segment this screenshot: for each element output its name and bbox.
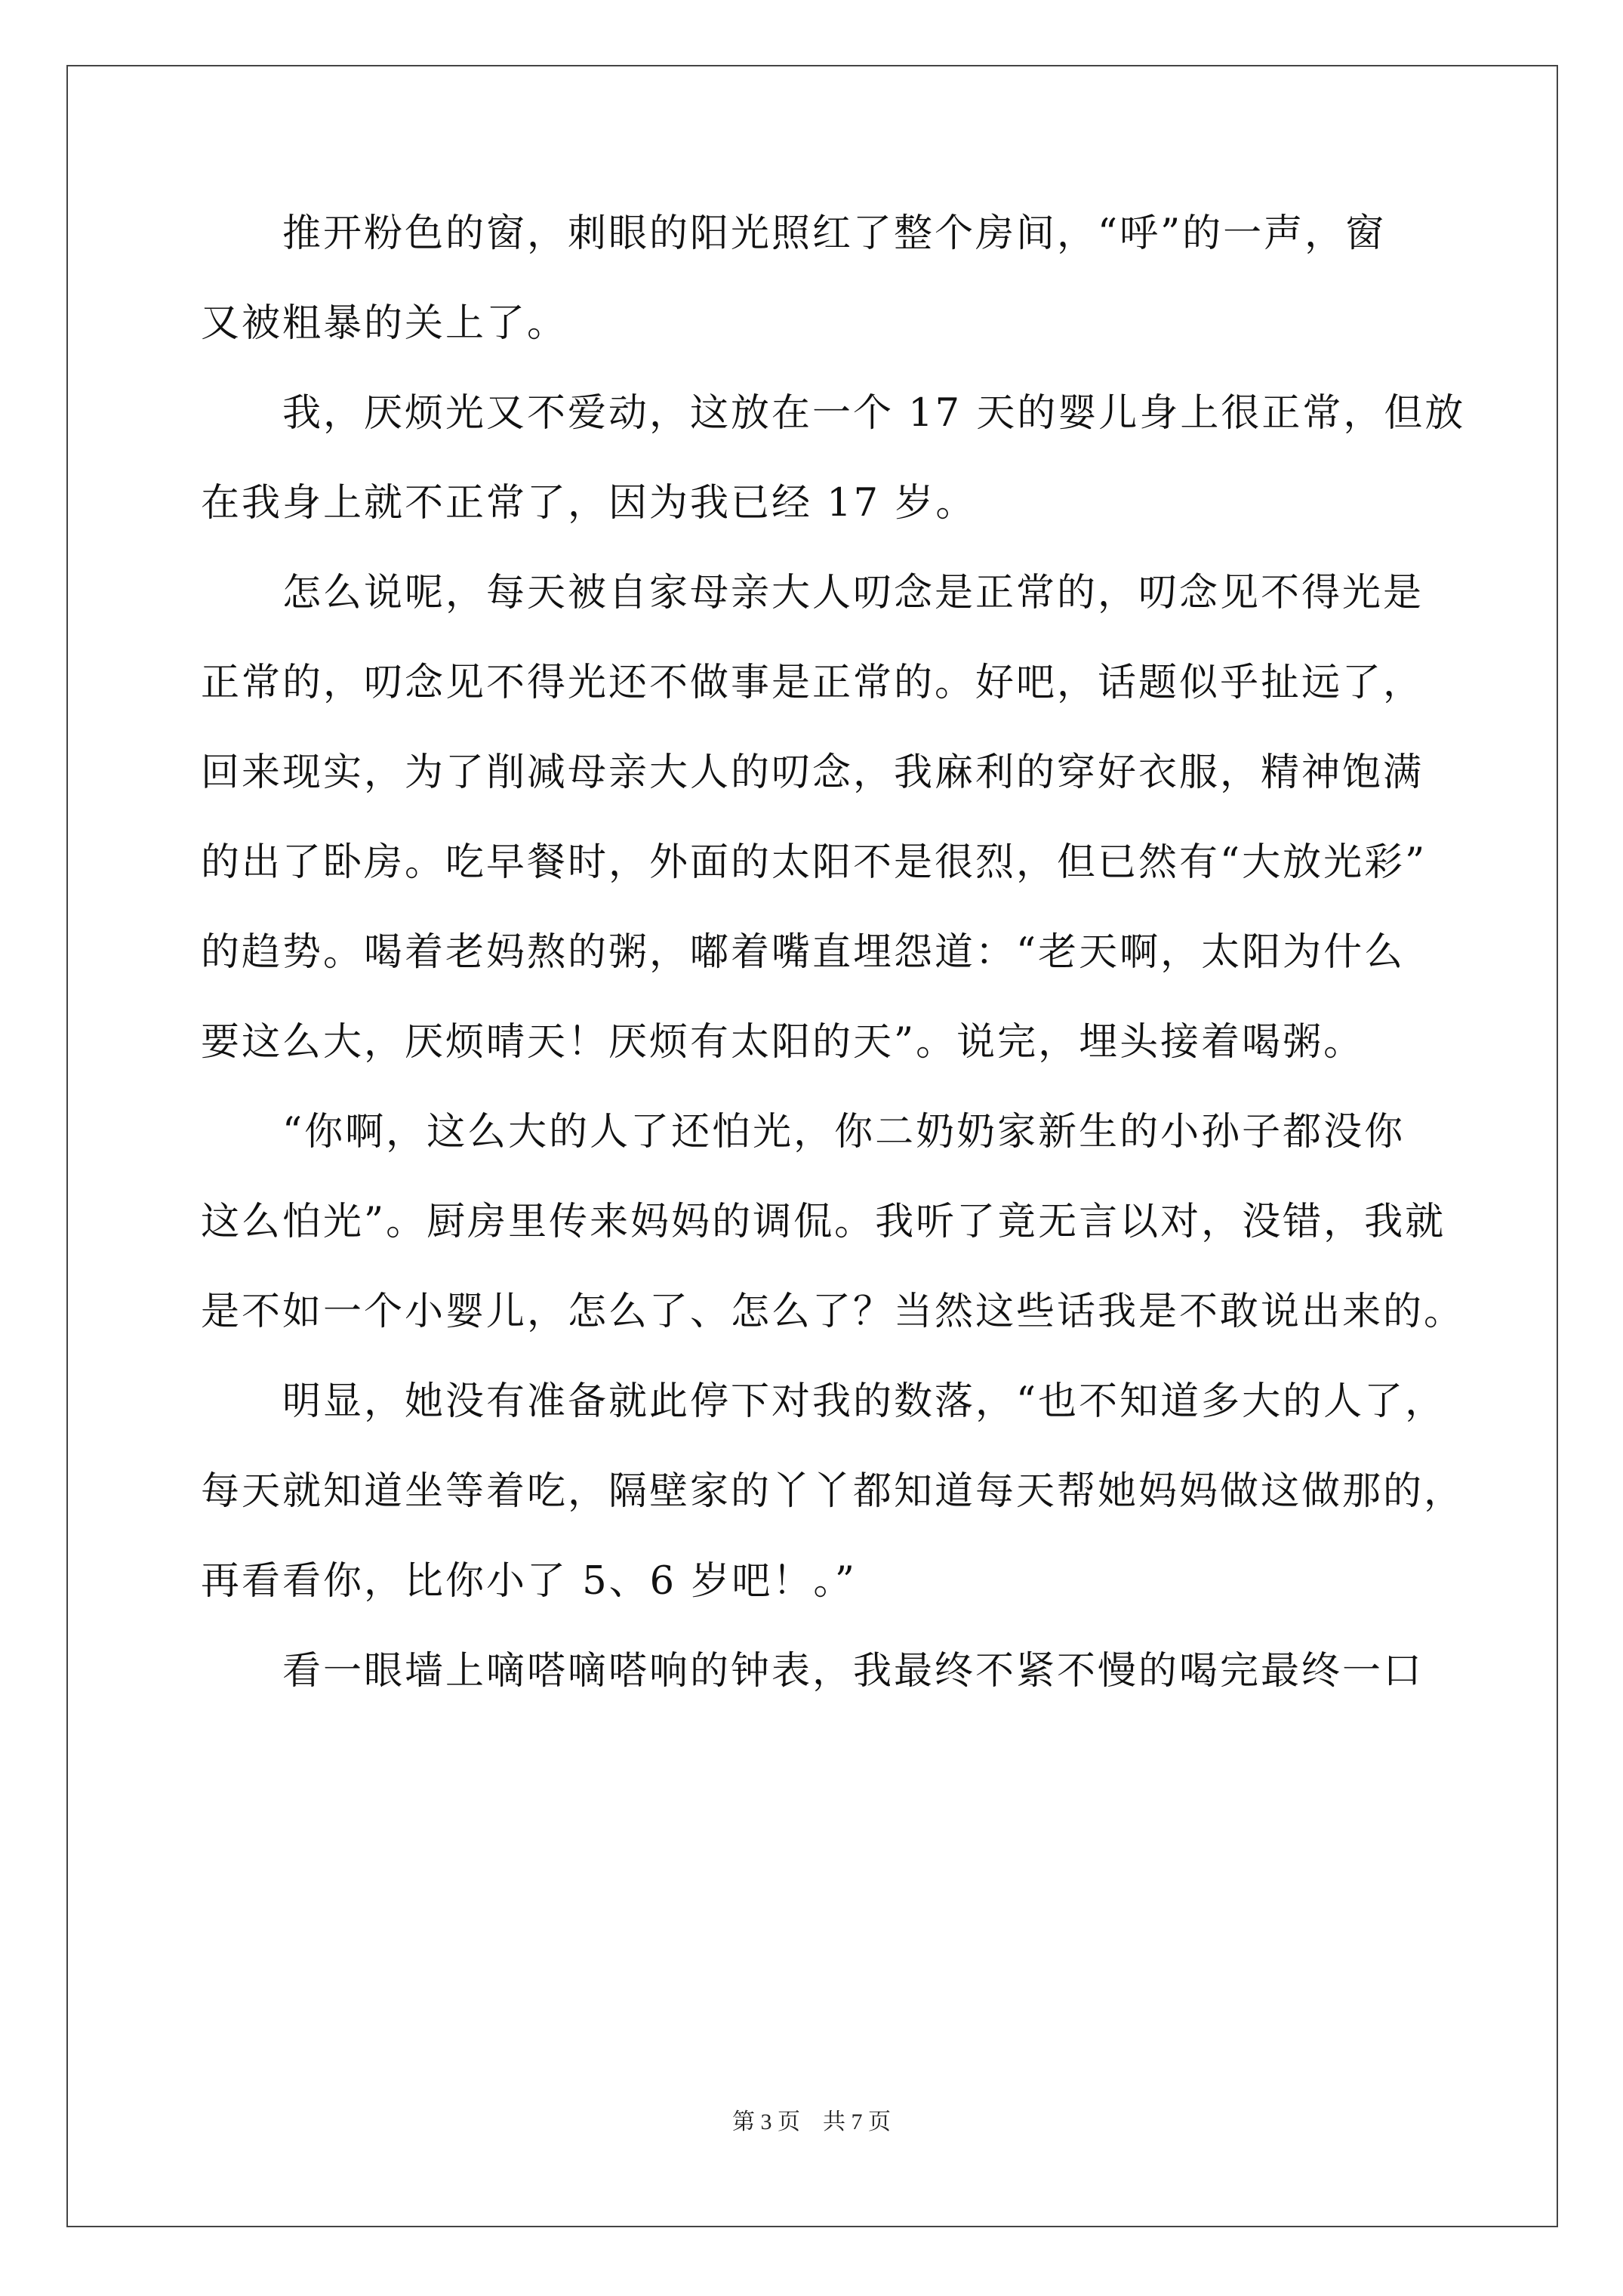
text-line: 再看看你，比你小了 5、6 岁吧！。” [201,1559,857,1604]
page-number-footer: 第 3 页 共 7 页 [732,2110,891,2134]
text-line: “你啊，这么大的人了还怕光，你二奶奶家新生的小孙子都没你 [201,1110,1406,1154]
text-line: 要这么大，厌烦晴天！厌烦有太阳的天”。说完，埋头接着喝粥。 [201,1020,1365,1065]
text-line: 这么怕光”。厨房里传来妈妈的调侃。我听了竟无言以对，没错，我就 [201,1200,1446,1244]
text-line: 的出了卧房。吃早餐时，外面的太阳不是很烈，但已然有“大放光彩” [201,840,1427,885]
text-line: 的趋势。喝着老妈熬的粥，嘟着嘴直埋怨道：“老天啊，太阳为什么 [201,930,1406,975]
text-line: 正常的，叨念见不得光还不做事是正常的。好吧，话题似乎扯远了， [201,661,1424,705]
text-line: 又被粗暴的关上了。 [201,301,568,346]
text-line: 怎么说呢，每天被自家母亲大人叨念是正常的，叨念见不得光是 [201,571,1424,615]
text-line: 明显，她没有准备就此停下对我的数落，“也不知道多大的人了， [201,1379,1446,1424]
text-line: 在我身上就不正常了，因为我已经 17 岁。 [201,481,977,525]
text-line: 推开粉色的窗，刺眼的阳光照红了整个房间，“呼”的一声，窗 [201,211,1387,256]
text-line: 每天就知道坐等着吃，隔壁家的丫丫都知道每天帮她妈妈做这做那的， [201,1469,1465,1514]
text-line: 是不如一个小婴儿，怎么了、怎么了？当然这些话我是不敢说出来的。 [201,1290,1465,1334]
document-body [201,189,1466,1716]
text-line: 我，厌烦光又不爱动，这放在一个 17 天的婴儿身上很正常，但放 [201,391,1466,436]
text-line: 看一眼墙上嘀嗒嘀嗒响的钟表，我最终不紧不慢的喝完最终一口 [201,1649,1424,1693]
text-line: 回来现实，为了削减母亲大人的叨念，我麻利的穿好衣服，精神饱满 [201,750,1424,795]
